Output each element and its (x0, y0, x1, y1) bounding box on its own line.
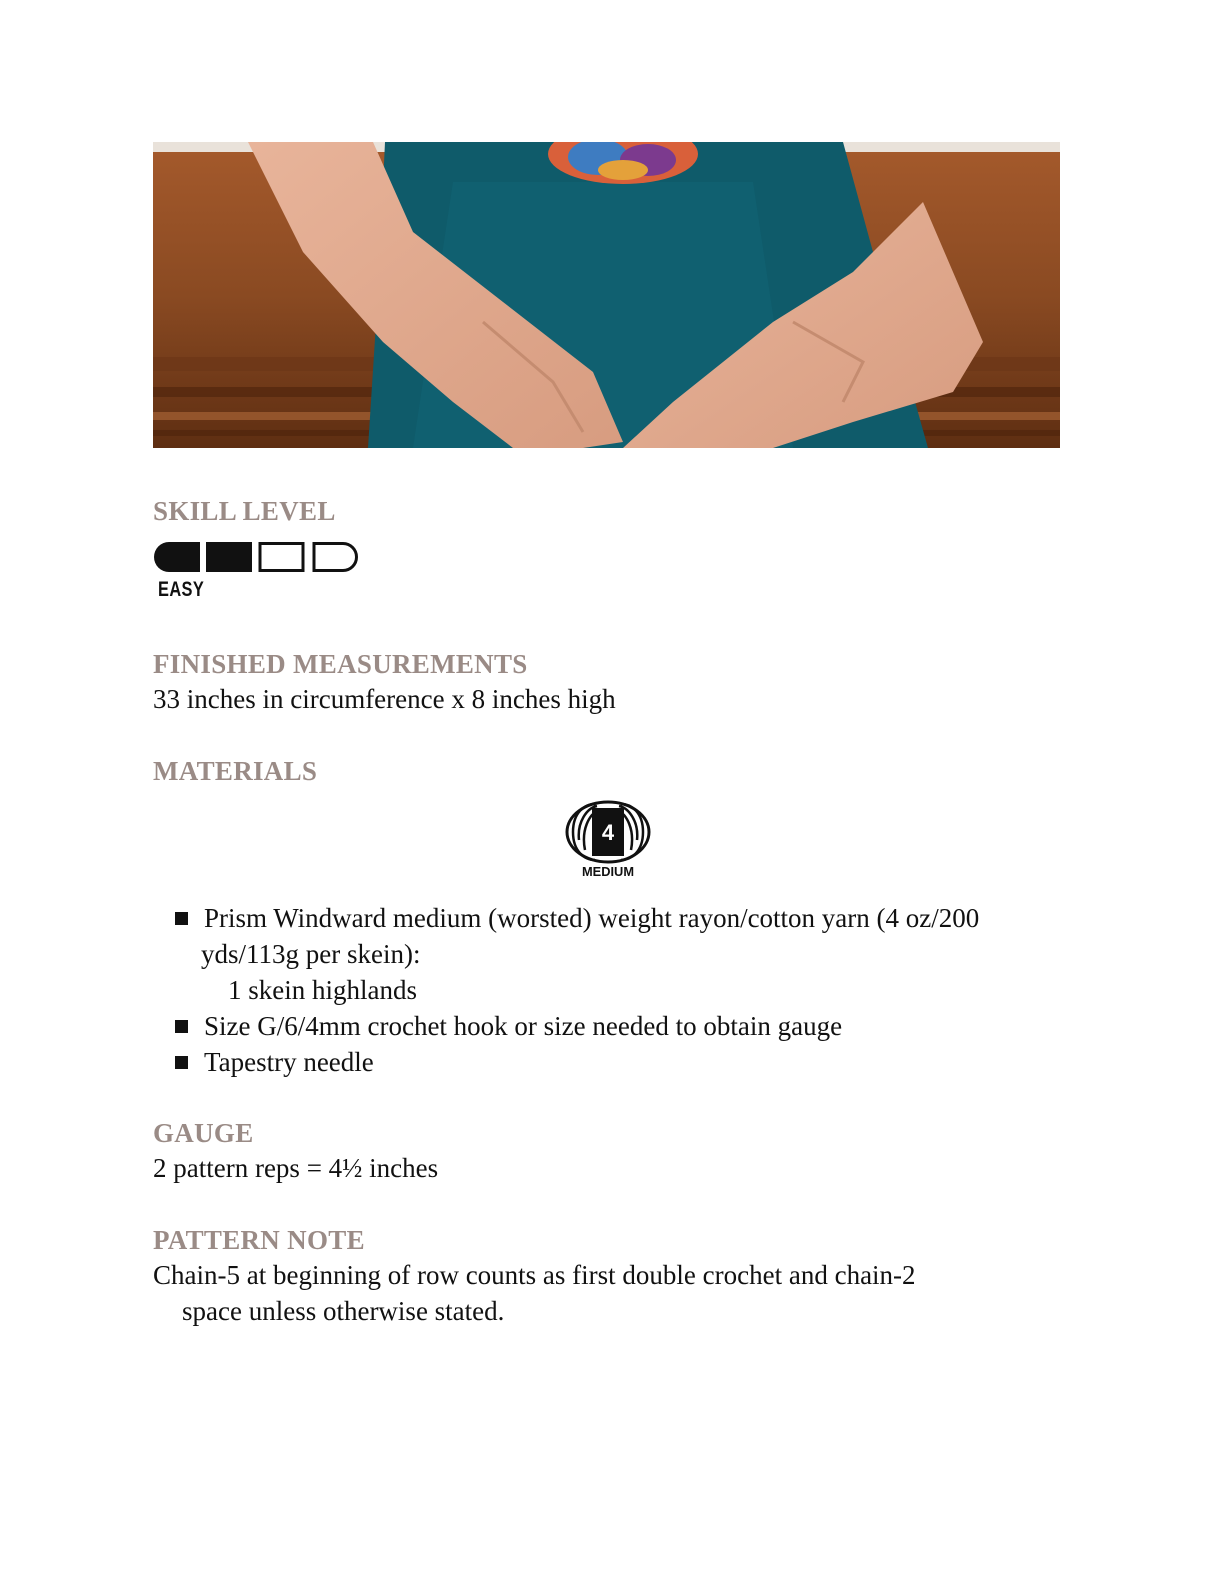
square-bullet-icon (175, 912, 188, 925)
pattern-note-line2: space unless otherwise stated. (182, 1296, 505, 1326)
material-hook: Size G/6/4mm crochet hook or size needed to obtain gauge (204, 1011, 843, 1041)
yarn-weight-medium-icon (565, 800, 651, 880)
skill-level-label: EASY (158, 578, 205, 601)
skill-level-meter-icon (153, 540, 363, 579)
photo-woman-teal-dress-icon (153, 142, 1060, 448)
measurements-text: 33 inches in circumference x 8 inches high (153, 684, 616, 714)
materials-list (170, 900, 1070, 1080)
pattern-note-line1: Chain-5 at beginning of row counts as first double crochet and chain-2 (153, 1260, 916, 1290)
square-bullet-icon (175, 1020, 188, 1033)
square-bullet-icon (175, 1056, 188, 1069)
hero-photo (153, 142, 1060, 448)
gauge-text: 2 pattern reps = 4½ inches (153, 1153, 439, 1183)
list-item (170, 900, 1070, 1008)
material-yarn-line2: yds/113g per skein): (201, 939, 421, 969)
gauge-heading: GAUGE (153, 1118, 254, 1148)
list-item (170, 1044, 1070, 1080)
skill-level-heading: SKILL LEVEL (153, 496, 336, 526)
yarn-weight-number: 4 (601, 820, 615, 845)
finished-measurements-heading: FINISHED MEASUREMENTS (153, 649, 528, 679)
material-needle: Tapestry needle (204, 1047, 374, 1077)
yarn-weight-label: MEDIUM (582, 864, 634, 879)
materials-heading: MATERIALS (153, 756, 318, 786)
material-yarn-line3: 1 skein highlands (228, 975, 417, 1005)
list-item (170, 1008, 1070, 1044)
material-yarn-line1: Prism Windward medium (worsted) weight rayon/cotton yarn (4 oz/200 (204, 903, 980, 933)
pattern-note-heading: PATTERN NOTE (153, 1225, 365, 1255)
